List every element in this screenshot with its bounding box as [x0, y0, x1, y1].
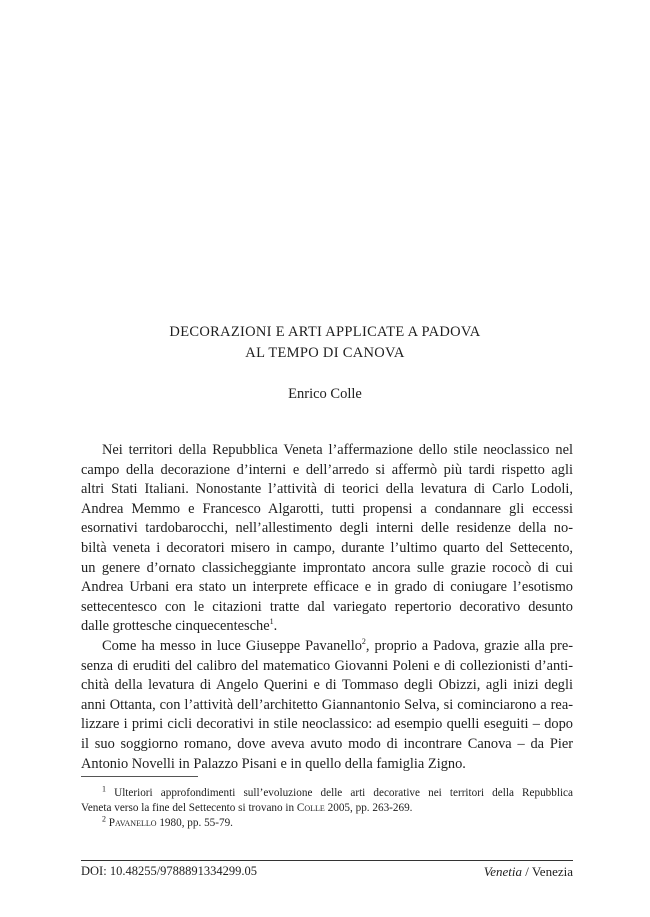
paragraph-1 [81, 441, 573, 637]
body-text [81, 441, 573, 774]
text-line: un genere d’ornato classicheggiante improntato ancora sulle grazie rococò di cui [81, 559, 573, 576]
text-line: esornativi tardobarocchi, nell’allestimento degli interni delle residenze della no- [81, 520, 573, 537]
footnote-number: 2 [102, 814, 106, 824]
chapter-title-line-2: AL TEMPO DI CANOVA [245, 345, 405, 361]
text-line: senza di eruditi del calibro del matematico Giovanni Poleni e di collezionisti d’anti- [81, 657, 573, 674]
text-line [81, 617, 573, 637]
text-line: settecentesco con le citazioni tratte dal variegato repertorio decorativo desunto [81, 598, 573, 615]
text-line: lizzare i primi cicli decorativi in stile neoclassico: ad esempio quelli eseguiti – dopo [81, 716, 573, 733]
paragraph-2 [81, 637, 573, 774]
footnote-text: 1980, pp. 55-79. [156, 817, 233, 829]
text-fragment: dalle grottesche cinquecentesche [81, 618, 270, 635]
footnote-text: Veneta verso la fine del Settecento si trovano in [81, 802, 297, 814]
footnote-separator [81, 776, 198, 777]
text-line: campo della decorazione d’interni e dell’arredo si affermò più tardi rispetto agli [81, 461, 573, 478]
page-footer [81, 860, 573, 880]
text-fragment: , proprio a Padova, grazie alla pre- [365, 637, 574, 654]
footnote-1-continuation [81, 801, 573, 816]
footnote-text: 2005, pp. 263-269. [324, 802, 413, 814]
text-line: Andrea Memmo e Francesco Algarotti, tutti propensi a condannare gli eccessi [81, 500, 573, 517]
footnote-text: Ulteriori approfondimenti sull’evoluzione delle arti decorative nei territori della Repubblica [106, 787, 573, 799]
author-name: Enrico Colle [288, 386, 362, 402]
series-italic: Venetia [483, 864, 522, 879]
footnotes [81, 786, 573, 831]
text-fragment: . [273, 618, 278, 635]
text-line: anni Ottanta, con l’attività dell’architetto Giannantonio Selva, si cominciarono a rea- [81, 696, 573, 713]
chapter-title [0, 322, 650, 364]
text-fragment: Come ha messo in luce Giuseppe Pavanello [102, 637, 362, 654]
text-line: chità della levatura di Angelo Querini e di Tommaso degli Obizzi, agli inizi degli [81, 677, 573, 694]
text-line: Nei territori della Repubblica Veneta l’affermazione dello stile neoclassico nel [102, 442, 573, 458]
footnote-ref-1[interactable]: 1 [269, 617, 274, 627]
doi-link[interactable]: DOI: 10.48255/9788891334299.05 [81, 864, 258, 878]
citation-author: Pavanello [108, 817, 157, 829]
text-line: il suo soggiorno romano, dove aveva avuto modo di incontrare Canova – da Pier [81, 735, 573, 752]
footnote-number: 1 [102, 784, 106, 794]
text-line: Antonio Novelli in Palazzo Pisani e in quello della famiglia Zigno. [81, 755, 466, 772]
series-name [484, 864, 573, 880]
series-rest: / Venezia [521, 864, 573, 879]
text-line: Andrea Urbani era stato un interprete efficace e in grado di coniugare l’esotismo [81, 579, 573, 596]
citation-author: Colle [296, 802, 325, 814]
text-line [81, 637, 573, 657]
footnote-1 [81, 786, 573, 801]
chapter-title-line-1: DECORAZIONI E ARTI APPLICATE A PADOVA [169, 324, 481, 340]
footnote-2 [81, 816, 573, 831]
footnote-ref-2[interactable]: 2 [361, 637, 366, 647]
text-line: biltà veneta i decoratori misero in campo, durante l’ultimo quarto del Settecento, [81, 539, 573, 556]
text-line: altri Stati Italiani. Nonostante l’attività di teorici della levatura di Carlo Lodoli, [81, 481, 573, 498]
